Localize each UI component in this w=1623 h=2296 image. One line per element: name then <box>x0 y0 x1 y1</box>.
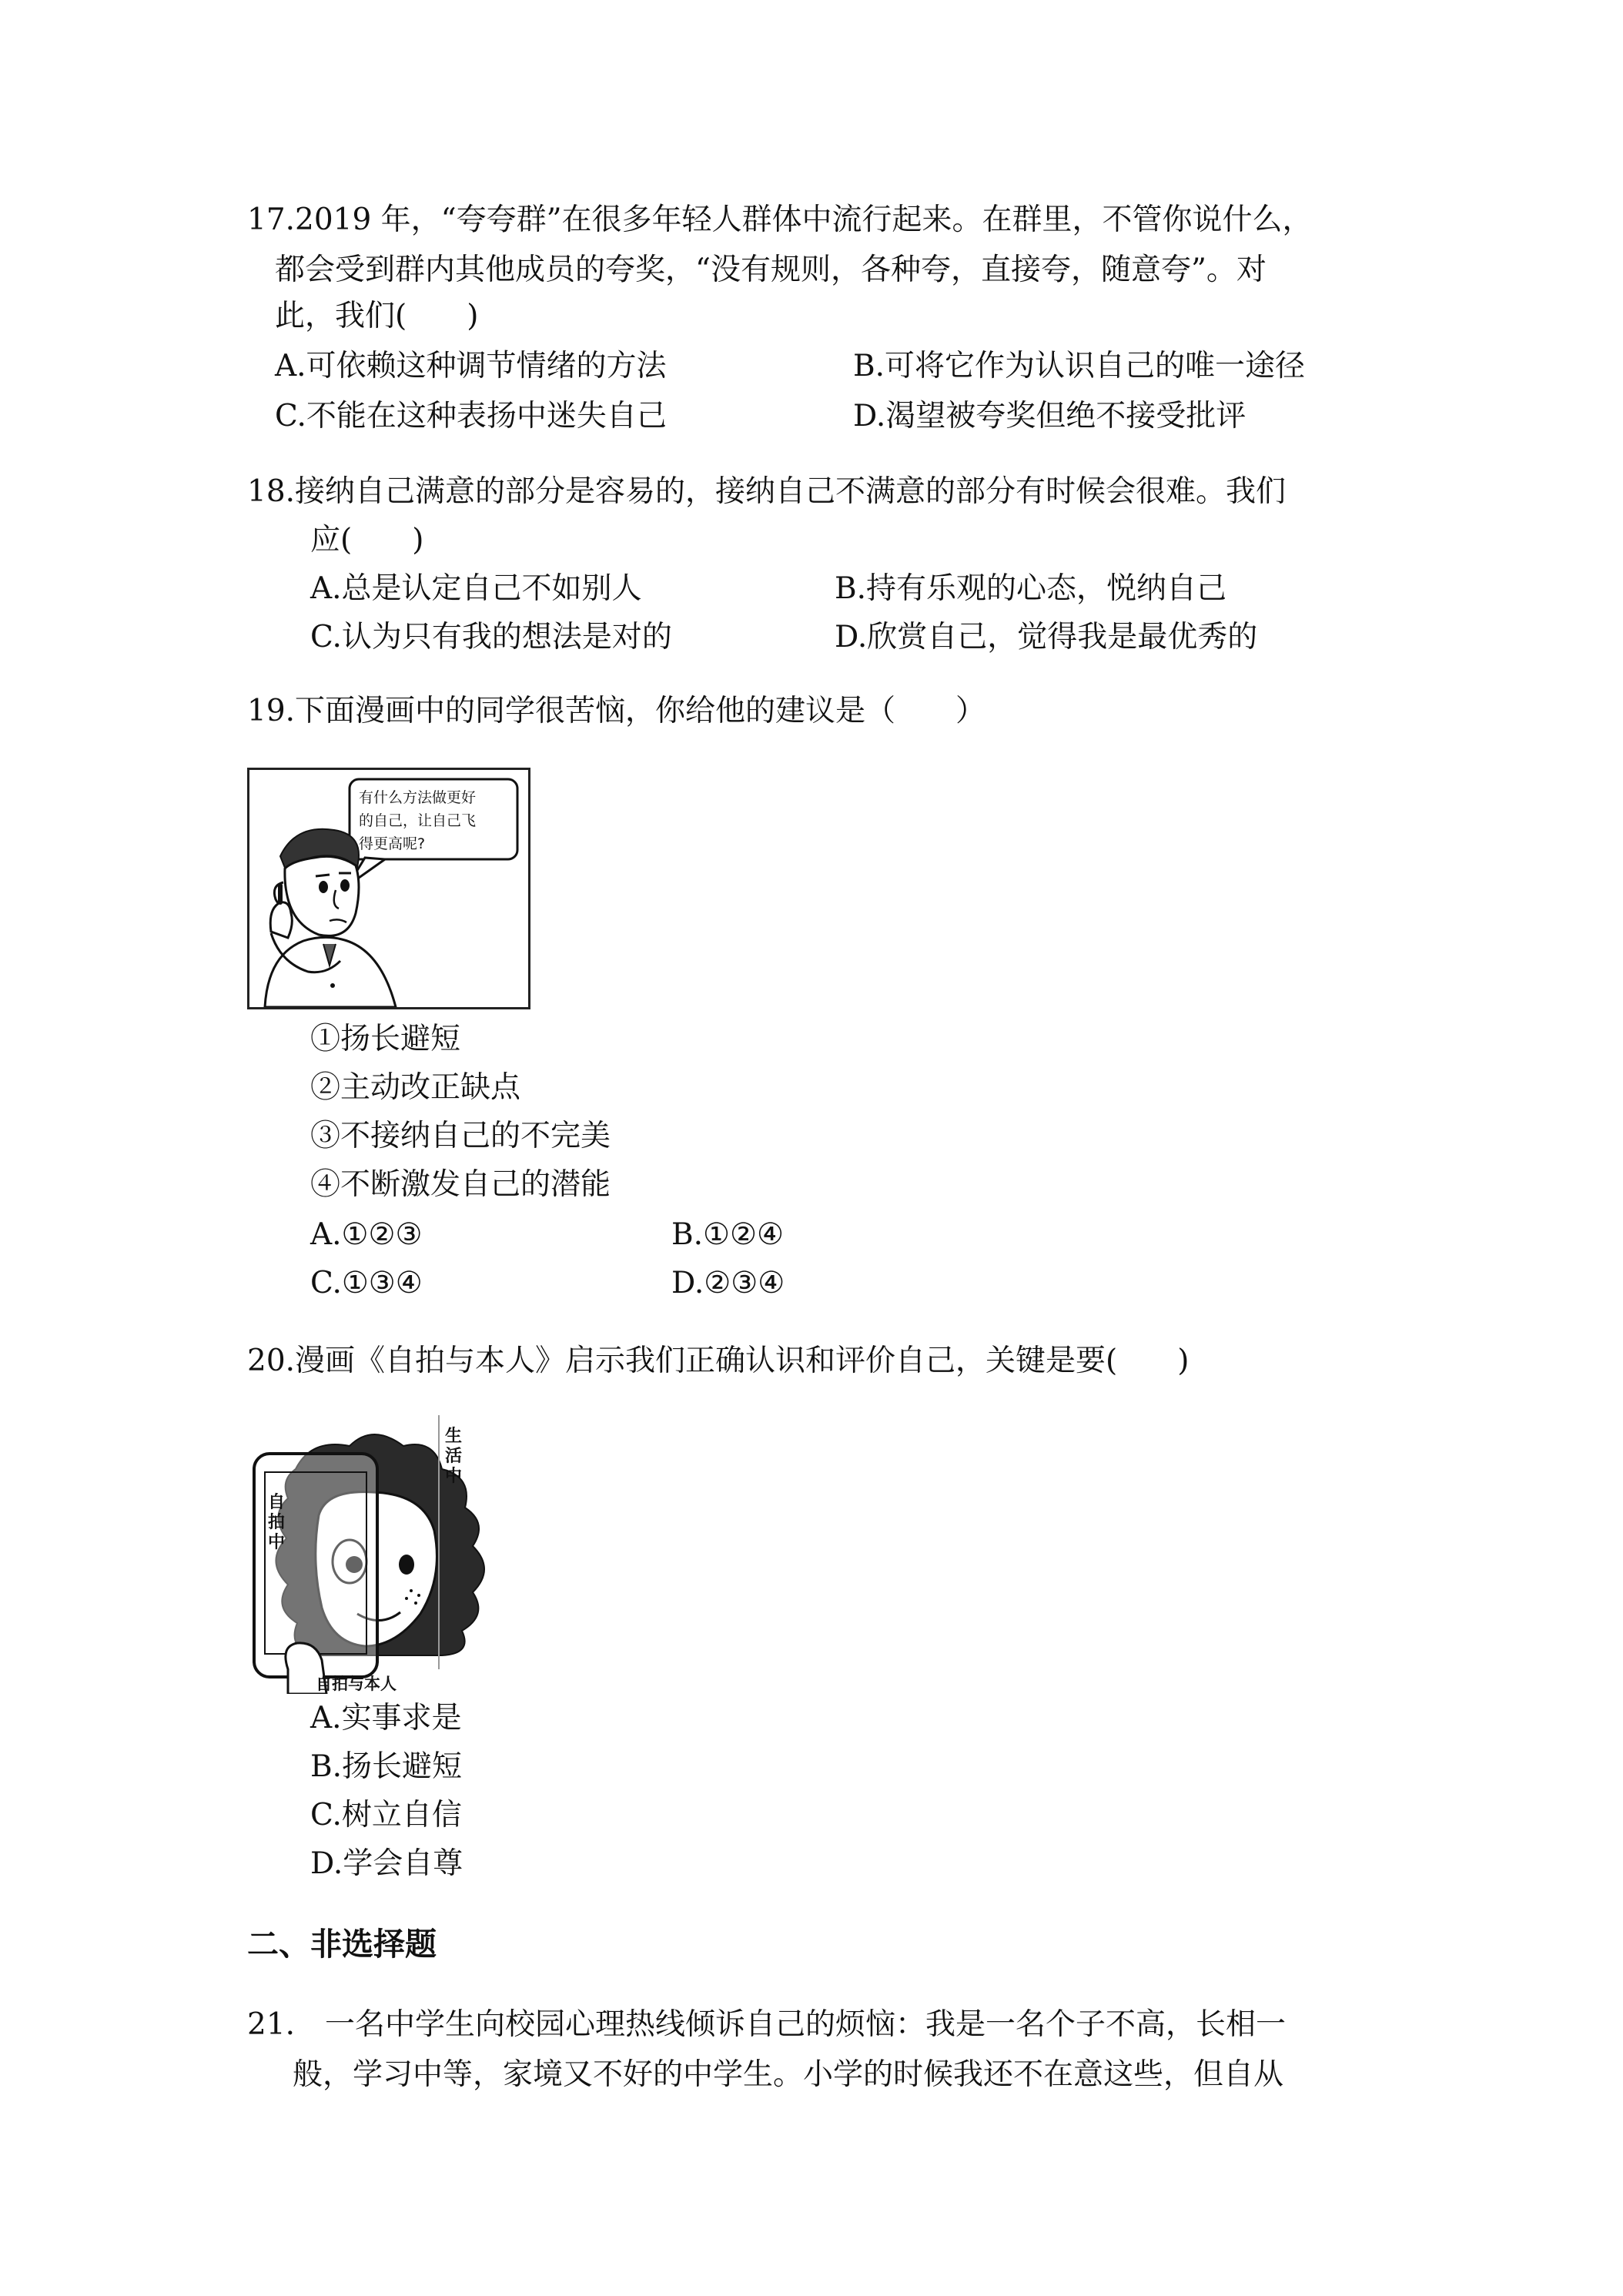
bubble-text-line1: 有什么方法做更好 <box>359 789 477 806</box>
eye-left <box>319 881 328 893</box>
q19-option-a: A.①②③ <box>310 1217 423 1252</box>
q18-stem-line1: 18.接纳自己满意的部分是容易的，接纳自己不满意的部分有时候会很难。我们 <box>247 474 1287 509</box>
q19-item-3: ③不接纳自己的不完美 <box>310 1119 611 1153</box>
q17-stem-line3: 此，我们( ) <box>275 299 479 333</box>
q19-cartoon-image <box>247 768 530 1009</box>
q20-option-d: D.学会自尊 <box>310 1846 463 1881</box>
phone-frame <box>254 1454 377 1677</box>
q17-stem-line2: 都会受到群内其他成员的夸奖，“没有规则，各种夸，直接夸，随意夸”。对 <box>275 253 1267 287</box>
q17-option-b: B.可将它作为认识自己的唯一途径 <box>853 349 1306 383</box>
label-real-1: 生 <box>445 1427 463 1446</box>
image-caption: 自拍与本人 <box>316 1675 397 1693</box>
real-eye <box>399 1555 414 1575</box>
eye-right <box>340 879 350 892</box>
q20-option-c: C.树立自信 <box>310 1798 462 1832</box>
shirt-button <box>330 983 335 988</box>
q19-item-2: ②主动改正缺点 <box>310 1070 521 1105</box>
q17-stem-line1: 17.2019 年，“夸夸群”在很多年轻人群体中流行起来。在群里，不管你说什么， <box>247 202 1313 237</box>
section-heading: 二、非选择题 <box>247 1926 437 1963</box>
bubble-text-line2: 的自己，让自己飞 <box>359 812 477 829</box>
q19-item-4: ④不断激发自己的潜能 <box>310 1167 611 1202</box>
label-selfie-3: 中 <box>268 1533 286 1552</box>
q20-cartoon-image <box>242 1415 519 1694</box>
q19-option-c: C.①③④ <box>310 1266 423 1300</box>
q19-option-b: B.①②④ <box>671 1217 784 1252</box>
thinking-boy-illustration <box>249 770 528 1007</box>
q18-stem-line2: 应( ) <box>310 523 424 557</box>
q21-stem-line2: 般，学习中等，家境又不好的中学生。小学的时候我还不在意这些，但自从 <box>293 2057 1284 2092</box>
label-selfie-2: 拍 <box>268 1513 286 1532</box>
bubble-text-line3: 得更高呢? <box>359 835 426 852</box>
q17-option-a: A.可依赖这种调节情绪的方法 <box>275 349 667 383</box>
q20-option-a: A.实事求是 <box>310 1701 462 1735</box>
q19-stem: 19.下面漫画中的同学很苦恼，你给他的建议是（ ） <box>247 694 986 728</box>
label-real-2: 活 <box>445 1447 463 1466</box>
selfie-vs-real-illustration <box>242 1415 519 1694</box>
label-real-3: 中 <box>445 1467 463 1486</box>
q19-item-1: ①扬长避短 <box>310 1022 461 1056</box>
q18-option-b: B.持有乐观的心态，悦纳自己 <box>835 571 1227 606</box>
head <box>285 856 359 935</box>
q20-stem: 20.漫画《自拍与本人》启示我们正确认识和评价自己，关键是要( ) <box>247 1344 1190 1378</box>
q18-option-a: A.总是认定自己不如别人 <box>310 571 642 606</box>
q20-option-b: B.扬长避短 <box>310 1749 463 1784</box>
q18-option-d: D.欣赏自己，觉得我是最优秀的 <box>835 620 1258 654</box>
raised-hand <box>270 902 292 938</box>
q21-stem-line1: 21. 一名中学生向校园心理热线倾诉自己的烦恼：我是一名个子不高，长相一 <box>247 2007 1287 2042</box>
q19-option-d: D.②③④ <box>671 1266 785 1300</box>
q18-option-c: C.认为只有我的想法是对的 <box>310 620 672 654</box>
q17-option-c: C.不能在这种表扬中迷失自己 <box>275 399 667 433</box>
label-selfie-1: 自 <box>268 1493 286 1512</box>
q17-option-d: D.渴望被夸奖但绝不接受批评 <box>853 399 1247 433</box>
